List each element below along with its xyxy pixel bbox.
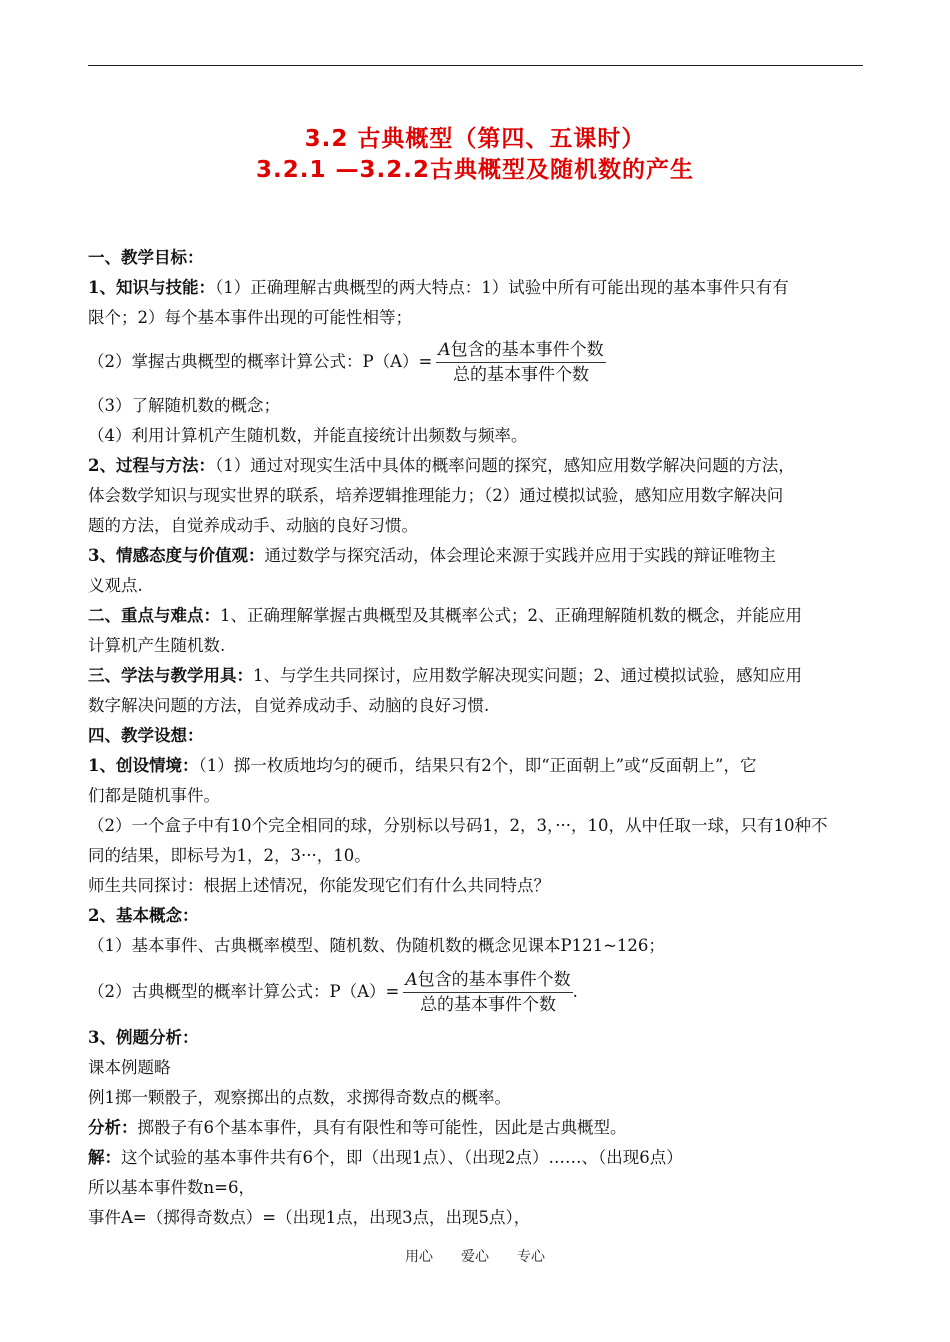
- label-process: 2、过程与方法：: [88, 456, 215, 475]
- label-methods: 三、学法与教学用具：: [88, 666, 253, 685]
- text-focus-1: 1、正确理解掌握古典概型及其概率公式；2、正确理解随机数的概念，并能应用: [220, 606, 802, 625]
- text-methods-1: 1、与学生共同探讨，应用数学解决现实问题；2、通过模拟试验，感知应用: [253, 666, 802, 685]
- text-methods-2: 数字解决问题的方法，自觉养成动手、动脑的良好习惯.: [88, 696, 490, 715]
- text-scenario-4: 同的结果，即标号为1，2，3···，10。: [88, 846, 371, 865]
- label-analysis: 分析：: [88, 1118, 138, 1137]
- paragraph-scenario: [88, 751, 888, 781]
- text-solution-2: 所以基本事件数n=6，: [88, 1178, 255, 1197]
- paragraph-focus: [88, 601, 888, 631]
- footer-word-3: 专心: [517, 1249, 545, 1265]
- text-knowledge: （1）正确理解古典概型的两大特点：1）试验中所有可能出现的基本事件只有有: [214, 278, 789, 297]
- event-variable: A: [438, 339, 451, 360]
- fraction-denominator: 总的基本事件个数: [452, 364, 589, 385]
- example-text-2: 例1掷一颗骰子，观察掷出的点数，求掷得奇数点的概率。: [88, 1088, 511, 1107]
- paragraph-methods: [88, 661, 888, 691]
- label-solution: 解：: [88, 1148, 121, 1167]
- text-scenario-2: 们都是随机事件。: [88, 786, 220, 805]
- text-scenario-1: （1）掷一枚质地均匀的硬币，结果只有2个，即“正面朝上”或“反面朝上”，它: [198, 756, 757, 775]
- label-knowledge: 1、知识与技能：: [88, 278, 215, 297]
- formula-prefix-2: （2）古典概型的概率计算公式：P（A）=: [88, 982, 400, 1001]
- paragraph-emotion: [88, 541, 888, 571]
- formula-line-1: [88, 333, 888, 391]
- text-emotion-2: 义观点.: [88, 576, 143, 595]
- text-process-2: 体会数学知识与现实世界的联系，培养逻辑推理能力；（2）通过模拟试验，感知应用数字解决问: [88, 486, 784, 505]
- text-emotion-1: 通过数学与探究活动，体会理论来源于实践并应用于实践的辩证唯物主: [264, 546, 776, 565]
- paragraph-solution: [88, 1143, 888, 1173]
- text-scenario-3: （2）一个盒子中有10个完全相同的球，分别标以号码1，2，3，···，10，从中任取一球，只有10种不: [88, 816, 828, 835]
- text-solution-3: 事件A=（掷得奇数点）=（出现1点，出现3点，出现5点），: [88, 1208, 531, 1227]
- numerator-text: 包含的基本事件个数: [450, 339, 604, 360]
- page-subtitle: 3.2.1 —3.2.2古典概型及随机数的产生: [256, 157, 694, 183]
- goal-item-3: （3）了解随机数的概念；: [88, 396, 280, 415]
- text-analysis: 掷骰子有6个基本事件，具有有限性和等可能性，因此是古典概型。: [137, 1118, 627, 1137]
- footer-word-2: 爱心: [461, 1249, 489, 1265]
- text-focus-2: 计算机产生随机数.: [88, 636, 226, 655]
- label-emotion: 3、情感态度与价值观：: [88, 546, 265, 565]
- footer-word-1: 用心: [405, 1249, 433, 1265]
- text-solution-1: 这个试验的基本事件共有6个，即（出现1点）、（出现2点）……、（出现6点）: [121, 1148, 683, 1167]
- page-title: 3.2 古典概型（第四、五课时）: [304, 126, 646, 152]
- formula-prefix-1: （2）掌握古典概型的概率计算公式：P（A）=: [88, 352, 433, 371]
- text-process-1: （1）通过对现实生活中具体的概率问题的探究，感知应用数学解决问题的方法，: [214, 456, 795, 475]
- paragraph-knowledge: [88, 273, 888, 303]
- fraction-denominator-2: 总的基本事件个数: [419, 994, 556, 1015]
- text-knowledge-cont: 限个；2）每个基本事件出现的可能性相等；: [88, 308, 412, 327]
- probability-fraction-2: [403, 968, 572, 1017]
- probability-fraction-1: [436, 338, 605, 387]
- label-focus: 二、重点与难点：: [88, 606, 220, 625]
- header-rule: [88, 65, 863, 66]
- example-text-1: 课本例题略: [88, 1058, 171, 1077]
- label-concept: 2、基本概念：: [88, 906, 199, 925]
- formula-suffix-2: .: [572, 982, 578, 1001]
- text-scenario-5: 师生共同探讨：根据上述情况，你能发现它们有什么共同特点？: [88, 876, 550, 895]
- fraction-numerator: [436, 338, 605, 363]
- page-footer: [0, 1246, 950, 1266]
- event-variable-2: A: [405, 969, 418, 990]
- label-scenario: 1、创设情境：: [88, 756, 199, 775]
- section-heading-design: 四、教学设想：: [88, 726, 204, 745]
- section-heading-goals: 一、教学目标：: [88, 248, 204, 267]
- paragraph-analysis: [88, 1113, 888, 1143]
- goal-item-4: （4）利用计算机产生随机数，并能直接统计出频数与频率。: [88, 426, 528, 445]
- formula-line-2: [88, 961, 888, 1023]
- label-example: 3、例题分析：: [88, 1028, 199, 1047]
- fraction-numerator-2: [403, 968, 572, 993]
- numerator-text-2: 包含的基本事件个数: [417, 969, 571, 990]
- document-body: [88, 243, 888, 1233]
- text-process-3: 题的方法，自觉养成动手、动脑的良好习惯。: [88, 516, 418, 535]
- paragraph-process: [88, 451, 888, 481]
- concept-item-1: （1）基本事件、古典概率模型、随机数、伪随机数的概念见课本P121~126；: [88, 936, 665, 955]
